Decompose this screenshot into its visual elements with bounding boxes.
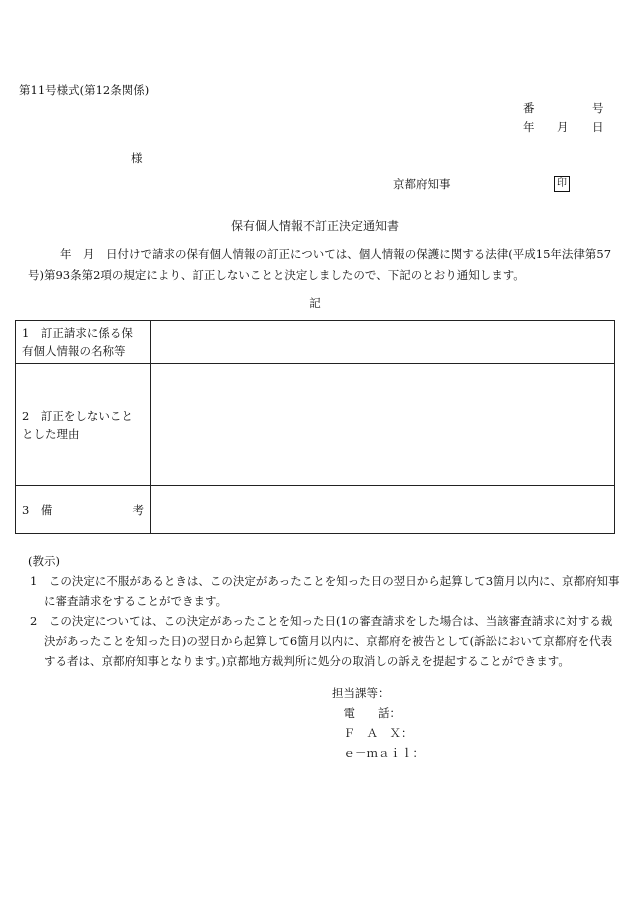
- instruction-item-2: 2 この決定については、この決定があったことを知った日(1の審査請求をした場合は、当該審査請求に対する裁決があったことを知った日)の翌日から起算して6箇月以内に、京都府を被告として(訴訟において京都府を代表する者は、京都府知事となります。)京都地方裁判所に処分の取消しの訴えを提起することができます。: [30, 614, 613, 668]
- row2-value: [151, 364, 615, 486]
- number-label: 番: [523, 101, 535, 115]
- instructions: [30, 551, 622, 671]
- document-title: 保有個人情報不訂正決定通知書: [230, 219, 399, 233]
- contact-phone: 電 話：: [332, 706, 401, 720]
- contact-department: 担当課等：: [332, 686, 390, 700]
- contact-fax: Ｆ Ａ Ｘ：: [332, 726, 413, 740]
- contact-block: [332, 683, 424, 763]
- ki-heading: 記: [309, 296, 321, 310]
- date-day-label: 日: [592, 120, 604, 134]
- row3-label-left: 3 備: [22, 502, 53, 517]
- instructions-heading: (教示): [28, 554, 60, 568]
- date-month-label: 月: [557, 120, 569, 134]
- row3-label-right: 考: [132, 502, 144, 517]
- number-suffix: 号: [592, 101, 604, 115]
- body-paragraph: 年 月 日付けで請求の保有個人情報の訂正については、個人情報の保護に関する法律(平成15年法律第57号)第93条第2項の規定により、訂正しないことと決定しましたので、下記のとおり通知します。: [28, 247, 612, 282]
- detail-table: [15, 320, 615, 534]
- row1-value: [151, 321, 615, 364]
- instruction-item-1: 1 この決定に不服があるときは、この決定があったことを知った日の翌日から起算して3箇月以内に、京都府知事に審査請求をすることができます。: [30, 574, 620, 608]
- row1-label: 1 訂正請求に係る保有個人情報の名称等: [16, 321, 151, 364]
- row2-label: 2 訂正をしないこととした理由: [16, 364, 151, 486]
- table-row: [16, 364, 615, 486]
- seal-stamp: 印: [554, 176, 570, 192]
- addressee-suffix: 様: [131, 151, 143, 165]
- row3-label: [16, 486, 151, 534]
- date-year-label: 年: [523, 120, 535, 134]
- table-row: [16, 321, 615, 364]
- row3-value: [151, 486, 615, 534]
- form-number: 第11号様式(第12条関係): [19, 83, 150, 97]
- contact-email: ｅ－ｍａｉｌ：: [332, 746, 424, 760]
- table-row: [16, 486, 615, 534]
- sender-name: 京都府知事: [393, 177, 451, 191]
